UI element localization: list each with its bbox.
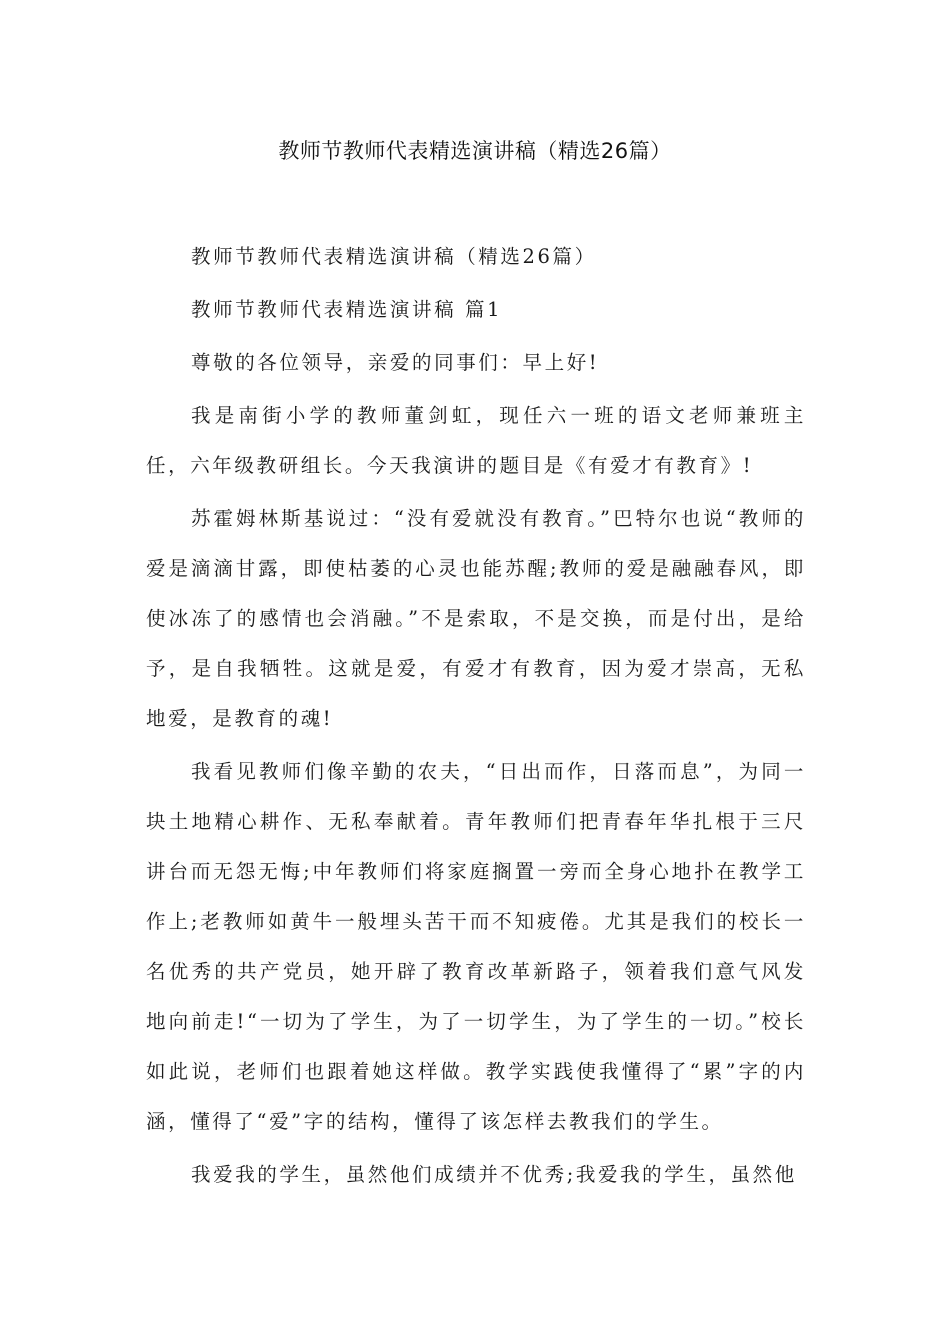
document-body [146,232,806,1200]
paragraph-greeting: 尊敬的各位领导，亲爱的同事们：早上好! [191,351,600,374]
paragraph-subtitle: 教师节教师代表精选演讲稿（精选26篇） [191,245,597,268]
paragraph-teachers: 我看见教师们像辛勤的农夫，“日出而作，日落而息”，为同一块土地精心耕作、无私奉献着。青年教师们把青春年华扎根于三尺讲台而无怨无悔;中年教师们将家庭搁置一旁而全身心地扑在教学工作上;老教师如黄牛一般埋头苦干而不知疲倦。尤其是我们的校长一名优秀的共产党员，她开辟了教育改革新路子，领着我们意气风发地向前走!“一切为了学生，为了一切学生，为了学生的一切。”校长如此说，老师们也跟着她这样做。教学实践使我懂得了“累”字的内涵，懂得了“爱”字的结构，懂得了该怎样去教我们的学生。 [146,760,806,1133]
document-title: 教师节教师代表精选演讲稿（精选26篇） [278,139,672,163]
paragraph-introduction: 我是南街小学的教师董剑虹，现任六一班的语文老师兼班主任，六年级教研组长。今天我演讲的题目是《有爱才有教育》! [146,404,806,477]
paragraph-quote: 苏霍姆林斯基说过：“没有爱就没有教育。”巴特尔也说“教师的爱是滴滴甘露，即使枯萎的心灵也能苏醒;教师的爱是融融春风，即使冰冻了的感情也会消融。”不是索取，不是交换，而是付出，是给予，是自我牺牲。这就是爱，有爱才有教育，因为爱才崇高，无私地爱，是教育的魂! [146,507,806,730]
paragraph-students: 我爱我的学生，虽然他们成绩并不优秀;我爱我的学生，虽然他 [191,1163,797,1186]
paragraph-section-heading: 教师节教师代表精选演讲稿 篇1 [191,298,503,321]
